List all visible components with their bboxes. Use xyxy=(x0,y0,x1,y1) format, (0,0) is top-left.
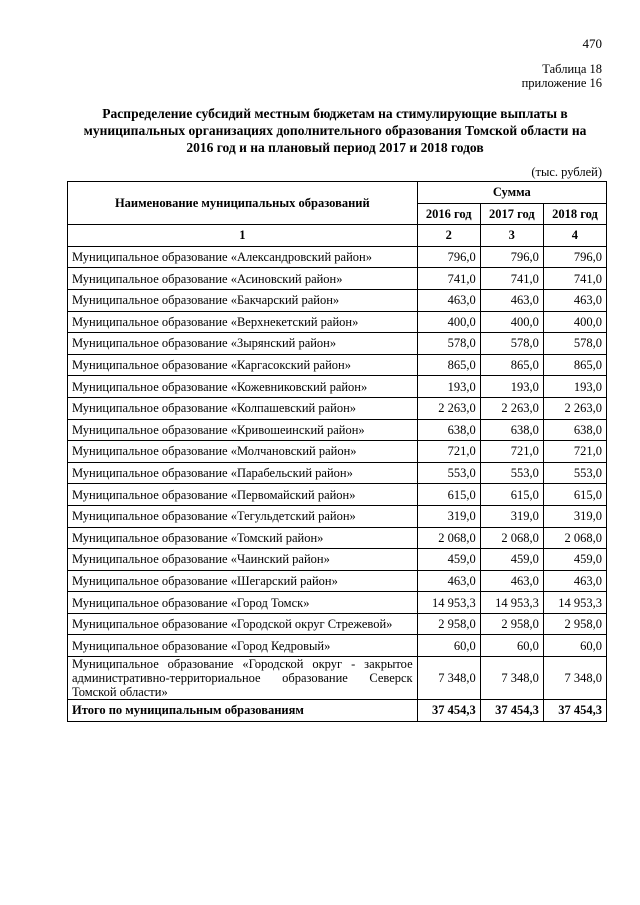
municipality-name: Муниципальное образование «Колпашевский район» xyxy=(68,397,418,419)
municipality-name: Муниципальное образование «Городской округ Стрежевой» xyxy=(68,613,418,635)
amount-2017: 459,0 xyxy=(480,549,543,571)
subsidy-table xyxy=(67,181,607,722)
table-number: Таблица 18 xyxy=(542,62,602,76)
municipality-name: Муниципальное образование «Зырянский район» xyxy=(68,333,418,355)
table-row xyxy=(68,549,607,571)
amount-2016: 400,0 xyxy=(417,311,480,333)
table-row xyxy=(68,419,607,441)
total-municipality-name: Итого по муниципальным образованиям xyxy=(68,700,418,722)
column-index: 3 xyxy=(480,225,543,247)
municipality-name: Муниципальное образование «Город Кедровый» xyxy=(68,635,418,657)
amount-2018: 319,0 xyxy=(543,505,606,527)
municipality-name: Муниципальное образование «Верхнекетский район» xyxy=(68,311,418,333)
amount-2017: 721,0 xyxy=(480,441,543,463)
amount-2016: 865,0 xyxy=(417,354,480,376)
table-row xyxy=(68,376,607,398)
table-row xyxy=(68,354,607,376)
table-row xyxy=(68,505,607,527)
amount-2016: 578,0 xyxy=(417,333,480,355)
table-row xyxy=(68,592,607,614)
amount-2016: 463,0 xyxy=(417,289,480,311)
amount-2017: 400,0 xyxy=(480,311,543,333)
amount-2017: 14 953,3 xyxy=(480,592,543,614)
table-row xyxy=(68,268,607,290)
total-row xyxy=(68,700,607,722)
amount-2017: 2 068,0 xyxy=(480,527,543,549)
amount-2016: 741,0 xyxy=(417,268,480,290)
document-title: Распределение субсидий местным бюджетам на стимулирующие выплаты в муниципальных организациях дополнительного образования Томской области на 2016 год и на плановый период 2017 и 2018 годов xyxy=(83,106,587,155)
amount-2016: 796,0 xyxy=(417,246,480,268)
table-row xyxy=(68,657,607,700)
municipality-name: Муниципальное образование «Молчановский район» xyxy=(68,441,418,463)
amount-2017: 578,0 xyxy=(480,333,543,355)
amount-2016: 721,0 xyxy=(417,441,480,463)
municipality-name: Муниципальное образование «Кривошеинский район» xyxy=(68,419,418,441)
header-year-2018: 2018 год xyxy=(543,203,606,225)
amount-2018: 638,0 xyxy=(543,419,606,441)
amount-2017: 193,0 xyxy=(480,376,543,398)
table-row xyxy=(68,635,607,657)
column-index: 1 xyxy=(68,225,418,247)
municipality-name: Муниципальное образование «Томский район» xyxy=(68,527,418,549)
amount-2016: 2 068,0 xyxy=(417,527,480,549)
amount-2017: 463,0 xyxy=(480,289,543,311)
page-number: 470 xyxy=(582,36,602,51)
municipality-name: Муниципальное образование «Городской округ - закрытое административно-территориальное образование Северск Томской области» xyxy=(68,657,418,700)
table-row xyxy=(68,333,607,355)
amount-2018: 615,0 xyxy=(543,484,606,506)
amount-2017: 319,0 xyxy=(480,505,543,527)
municipality-name: Муниципальное образование «Бакчарский район» xyxy=(68,289,418,311)
amount-2017: 865,0 xyxy=(480,354,543,376)
units-label: (тыс. рублей) xyxy=(531,165,602,179)
amount-2016: 2 958,0 xyxy=(417,613,480,635)
header-sum: Сумма xyxy=(417,182,606,204)
column-index: 2 xyxy=(417,225,480,247)
appendix-number: приложение 16 xyxy=(521,76,602,90)
amount-2018: 60,0 xyxy=(543,635,606,657)
amount-2018: 2 068,0 xyxy=(543,527,606,549)
table-row xyxy=(68,484,607,506)
amount-2017: 615,0 xyxy=(480,484,543,506)
amount-2018: 193,0 xyxy=(543,376,606,398)
municipality-name: Муниципальное образование «Асиновский район» xyxy=(68,268,418,290)
amount-2017: 796,0 xyxy=(480,246,543,268)
table-label xyxy=(522,62,602,90)
table-row xyxy=(68,527,607,549)
municipality-name: Муниципальное образование «Кожевниковский район» xyxy=(68,376,418,398)
amount-2017: 638,0 xyxy=(480,419,543,441)
amount-2018: 463,0 xyxy=(543,570,606,592)
amount-2016: 638,0 xyxy=(417,419,480,441)
amount-2016: 2 263,0 xyxy=(417,397,480,419)
amount-2016: 193,0 xyxy=(417,376,480,398)
column-index: 4 xyxy=(543,225,606,247)
amount-2018: 741,0 xyxy=(543,268,606,290)
amount-2016: 615,0 xyxy=(417,484,480,506)
total-amount-2018: 37 454,3 xyxy=(543,700,606,722)
amount-2016: 463,0 xyxy=(417,570,480,592)
amount-2017: 553,0 xyxy=(480,462,543,484)
municipality-name: Муниципальное образование «Александровский район» xyxy=(68,246,418,268)
total-amount-2017: 37 454,3 xyxy=(480,700,543,722)
header-year-2016: 2016 год xyxy=(417,203,480,225)
amount-2016: 553,0 xyxy=(417,462,480,484)
amount-2018: 865,0 xyxy=(543,354,606,376)
amount-2017: 2 263,0 xyxy=(480,397,543,419)
table-row xyxy=(68,289,607,311)
amount-2016: 60,0 xyxy=(417,635,480,657)
municipality-name: Муниципальное образование «Парабельский район» xyxy=(68,462,418,484)
amount-2017: 7 348,0 xyxy=(480,657,543,700)
column-index-row xyxy=(68,225,607,247)
amount-2018: 2 958,0 xyxy=(543,613,606,635)
total-amount-2016: 37 454,3 xyxy=(417,700,480,722)
amount-2017: 741,0 xyxy=(480,268,543,290)
amount-2018: 796,0 xyxy=(543,246,606,268)
amount-2016: 459,0 xyxy=(417,549,480,571)
amount-2018: 7 348,0 xyxy=(543,657,606,700)
amount-2018: 578,0 xyxy=(543,333,606,355)
table-row xyxy=(68,246,607,268)
amount-2017: 2 958,0 xyxy=(480,613,543,635)
municipality-name: Муниципальное образование «Тегульдетский район» xyxy=(68,505,418,527)
header-name: Наименование муниципальных образований xyxy=(68,182,418,225)
municipality-name: Муниципальное образование «Город Томск» xyxy=(68,592,418,614)
table-row xyxy=(68,570,607,592)
table-row xyxy=(68,397,607,419)
amount-2018: 463,0 xyxy=(543,289,606,311)
amount-2016: 319,0 xyxy=(417,505,480,527)
table-row xyxy=(68,441,607,463)
amount-2018: 459,0 xyxy=(543,549,606,571)
amount-2017: 463,0 xyxy=(480,570,543,592)
municipality-name: Муниципальное образование «Чаинский район» xyxy=(68,549,418,571)
table-body xyxy=(68,246,607,721)
municipality-name: Муниципальное образование «Первомайский район» xyxy=(68,484,418,506)
municipality-name: Муниципальное образование «Шегарский район» xyxy=(68,570,418,592)
amount-2018: 721,0 xyxy=(543,441,606,463)
table-row xyxy=(68,462,607,484)
amount-2016: 7 348,0 xyxy=(417,657,480,700)
header-year-2017: 2017 год xyxy=(480,203,543,225)
municipality-name: Муниципальное образование «Каргасокский район» xyxy=(68,354,418,376)
amount-2018: 400,0 xyxy=(543,311,606,333)
amount-2018: 2 263,0 xyxy=(543,397,606,419)
amount-2018: 14 953,3 xyxy=(543,592,606,614)
amount-2018: 553,0 xyxy=(543,462,606,484)
table-row xyxy=(68,311,607,333)
table-row xyxy=(68,613,607,635)
amount-2016: 14 953,3 xyxy=(417,592,480,614)
amount-2017: 60,0 xyxy=(480,635,543,657)
